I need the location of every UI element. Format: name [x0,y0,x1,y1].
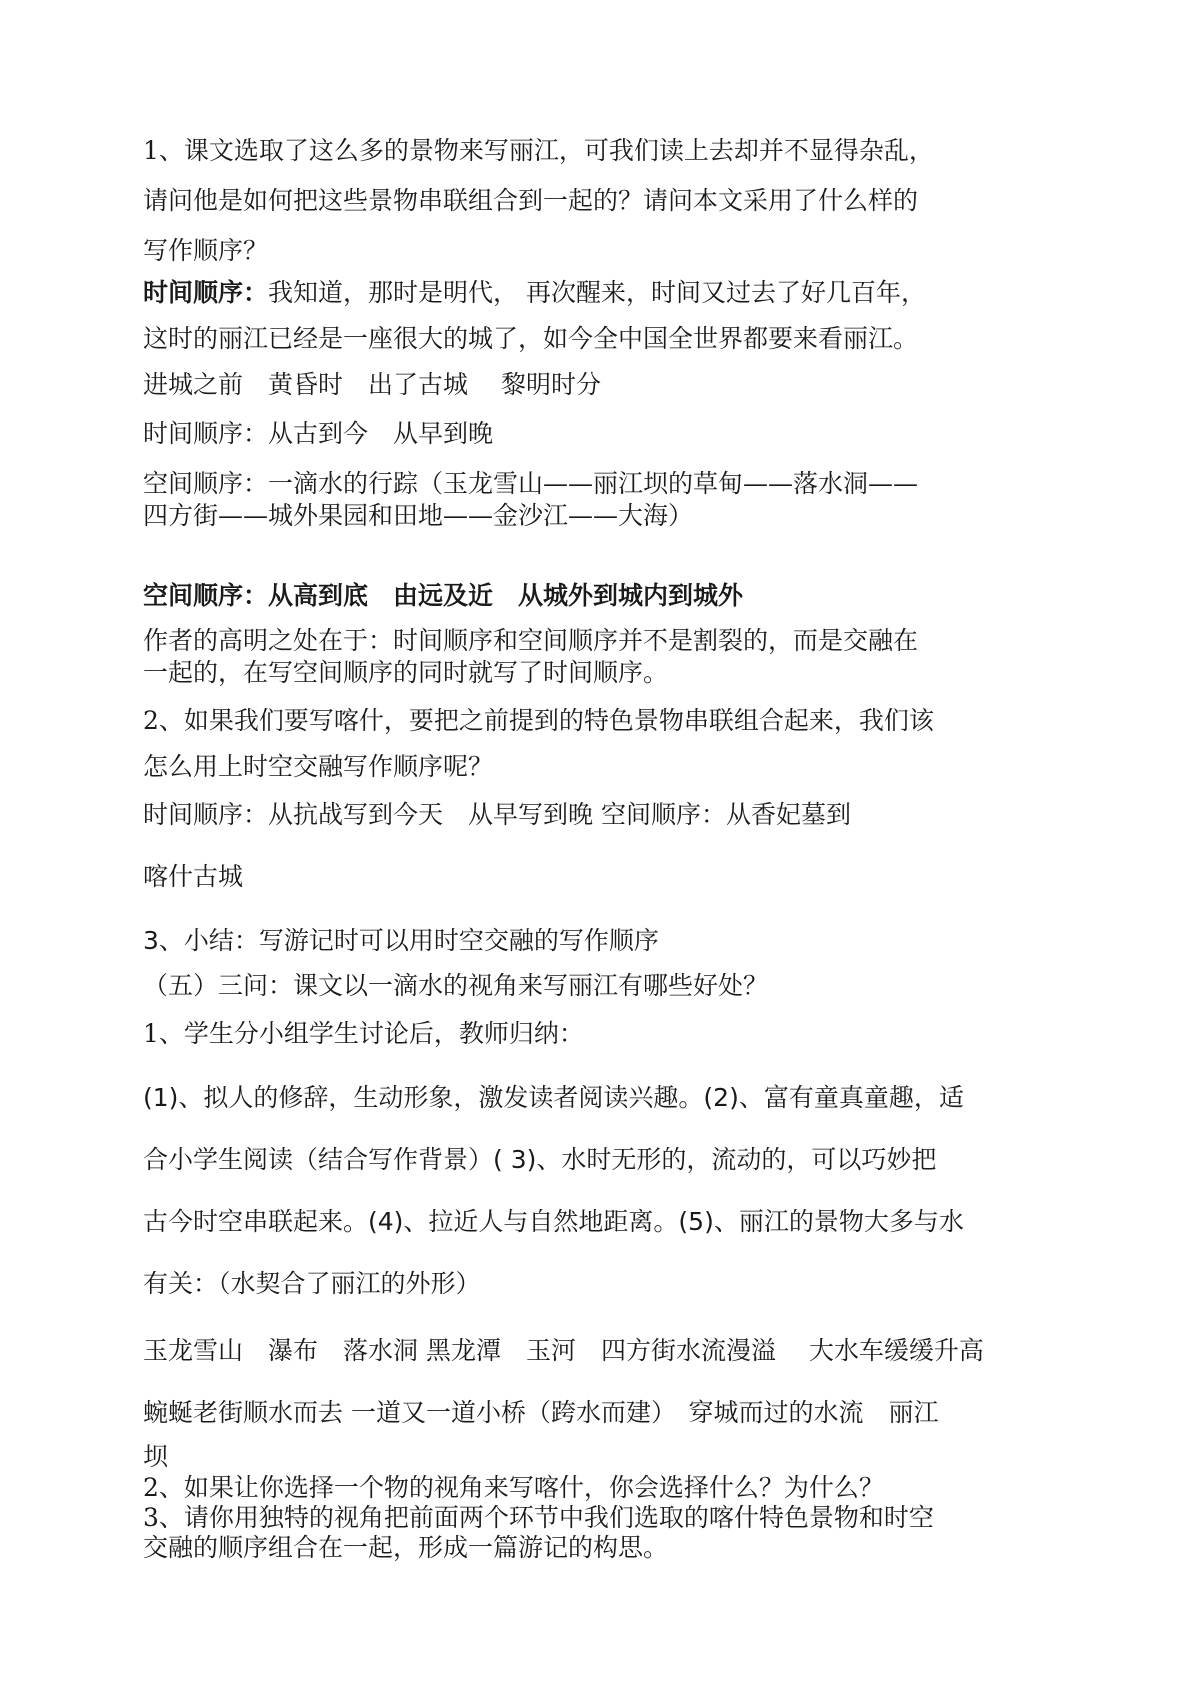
time-order-paragraph [143,270,1053,408]
question-5 [143,970,1053,1002]
text-line [143,270,1053,316]
text-line: 蜿蜒老街顺水而去 一道又一道小桥（跨水而建） 穿城而过的水流 丽江 [143,1398,939,1427]
text-line: 四方街——城外果园和田地——金沙江——大海） [143,501,694,530]
final-questions [143,1473,1053,1563]
text-line: 合小学生阅读（结合写作背景）( 3)、水时无形的，流动的，可以巧妙把 [143,1145,937,1174]
text-line: 3、请你用独特的视角把前面两个环节中我们选取的喀什特色景物和时空 [143,1503,934,1532]
text-line: 作者的高明之处在于：时间顺序和空间顺序并不是割裂的，而是交融在 [143,626,919,655]
text-line [143,784,1053,846]
summary-text: 写游记时可以用时空交融的写作顺序 [258,926,659,955]
question-1 [143,126,1053,276]
kashgar-space-order: 空间顺序：从香妃墓到 [600,800,851,829]
text-line: (1)、拟人的修辞，生动形象，激发读者阅读兴趣。(2)、富有童真童趣，适 [143,1083,964,1112]
question-2 [143,698,1053,790]
text-line: 2、如果让你选择一个物的视角来写喀什，你会选择什么？为什么？ [143,1473,884,1502]
time-order-text: 我知道，那时是明代， 再次醒来，时间又过去了好几百年， [268,278,926,307]
text-line: 2、如果我们要写喀什，要把之前提到的特色景物串联组合起来，我们该 [143,706,934,735]
text-line: 喀什古城 [143,862,244,891]
text-line: 交融的顺序组合在一起，形成一篇游记的构思。 [143,1533,669,1562]
text-line: 空间顺序：从高到底 由远及近 从城外到城内到城外 [143,581,744,610]
text-line: 这时的丽江已经是一座很大的城了，如今全中国全世界都要来看丽江。 [143,324,919,353]
author-insight [143,625,1053,689]
text-line: 坝 [143,1442,169,1471]
text-line: 一起的，在写空间顺序的同时就写了时间顺序。 [143,658,669,687]
text-line: 写作顺序？ [143,236,269,265]
time-order-label: 时间顺序： [143,278,269,307]
space-order-paragraph [143,468,1053,532]
text-line: 怎么用上时空交融写作顺序呢？ [143,752,494,781]
kashgar-order [143,784,1053,908]
summary-label: 3、小结： [143,926,259,955]
scenery-list [143,1320,1053,1470]
text-line: 请问他是如何把这些景物串联组合到一起的？请问本文采用了什么样的 [143,186,919,215]
text-line: 玉龙雪山 瀑布 落水洞 黑龙潭 玉河 四方街水流漫溢 大水车缓缓升高 [143,1336,984,1365]
text-line: 古今时空串联起来。(4)、拉近人与自然地距离。(5)、丽江的景物大多与水 [143,1207,964,1236]
summary-3 [143,925,1053,957]
kashgar-time-order: 时间顺序：从抗战写到今天 从早写到晚 [143,800,594,829]
discussion-intro [143,1018,1053,1050]
text-line: 进城之前 黄昏时 出了古城 黎明时分 [143,370,601,399]
text-line: 空间顺序：一滴水的行踪（玉龙雪山——丽江坝的草甸——落水洞—— [143,469,919,498]
space-order-summary [143,580,1053,612]
text-line [143,925,1053,957]
text-line: 1、课文选取了这么多的景物来写丽江，可我们读上去却并不显得杂乱， [143,136,934,165]
benefits-list [143,1067,1053,1315]
text-line: 1、学生分小组学生讨论后，教师归纳： [143,1019,584,1048]
text-line: 时间顺序：从古到今 从早到晚 [143,419,494,448]
text-line: （五）三问：课文以一滴水的视角来写丽江有哪些好处？ [143,971,769,1000]
text-line: 有关：（水契合了丽江的外形） [143,1269,481,1298]
time-order-summary [143,418,1053,450]
